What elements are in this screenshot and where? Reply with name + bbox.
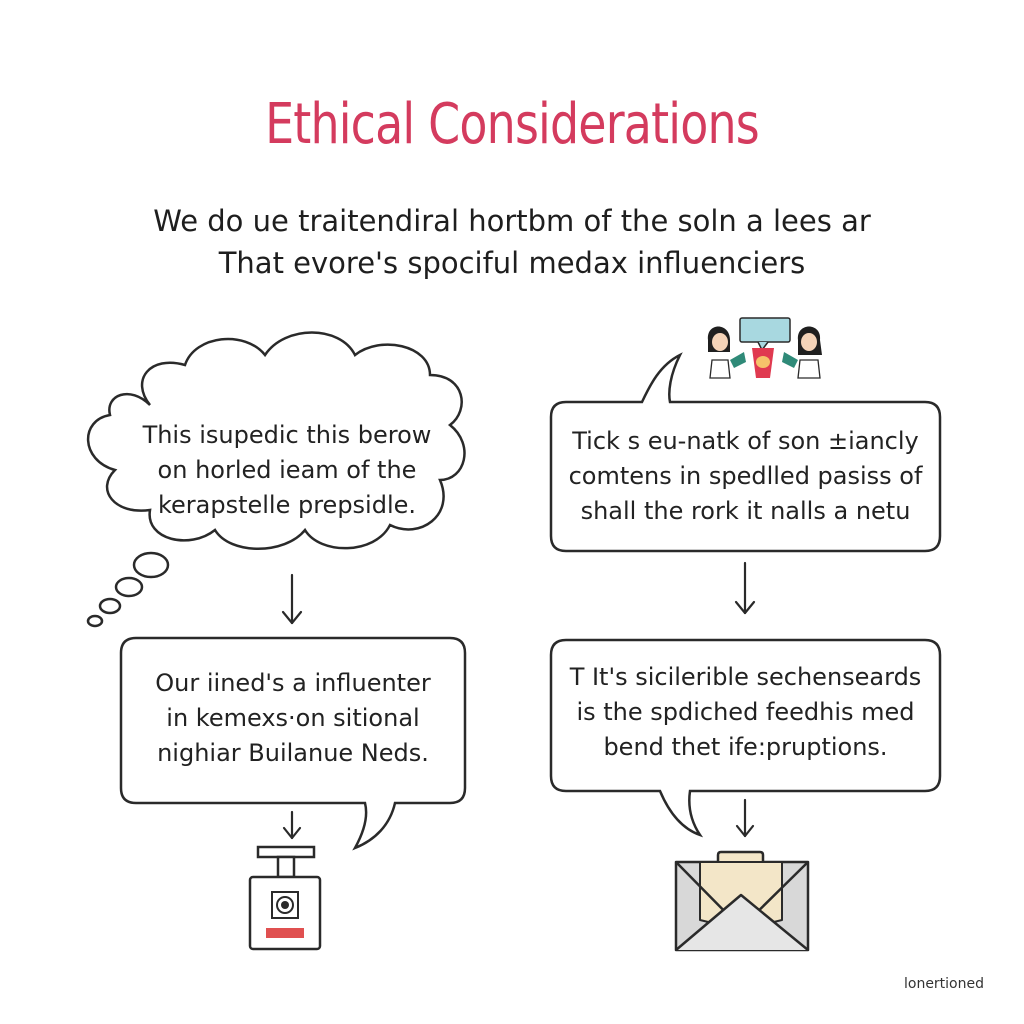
box-line: bend thet ife:pruptions. <box>603 733 888 761</box>
arrow-left-lower <box>284 812 300 838</box>
box-line: shall the rork it nalls a netu <box>580 497 911 525</box>
box-line: comtens in spedlled pasiss of <box>568 462 923 490</box>
people-chatting-icon <box>708 318 822 378</box>
box-line: Our iined's a influenter <box>155 669 431 697</box>
box-line: This isupedic this berow <box>142 421 432 449</box>
box-line: nighiar Builanue Neds. <box>157 739 429 767</box>
box-line: in kemexs·on sitional <box>166 704 420 732</box>
box-line: Tick s eu-natk of son ±iancly <box>572 427 919 455</box>
box-line: is the spdiched feedhis med <box>576 698 915 726</box>
bottom-left-box-text <box>121 666 465 771</box>
lock-device-icon <box>250 847 320 949</box>
arrow-right-lower <box>737 800 753 836</box>
subtitle-line-2: That evore's spociful medax influenciers <box>218 246 806 280</box>
top-right-box-text <box>551 424 940 529</box>
box-line: on horled ieam of the <box>157 456 417 484</box>
box-line: T It's sicilerible sechenseards <box>569 663 922 691</box>
diagram-title: Ethical Considerations <box>265 92 759 157</box>
arrow-left-upper <box>283 575 301 623</box>
box-line: kerapstelle prepsidle. <box>157 491 417 519</box>
footer-watermark: lonertioned <box>903 976 984 992</box>
subtitle-line-1: We do ue traitendiral hortbm of the soln a lees ar <box>153 204 871 238</box>
arrow-right-upper <box>736 563 754 613</box>
bottom-right-box-text <box>551 660 940 765</box>
thought-cloud-text <box>112 418 462 523</box>
envelope-icon <box>676 852 808 950</box>
